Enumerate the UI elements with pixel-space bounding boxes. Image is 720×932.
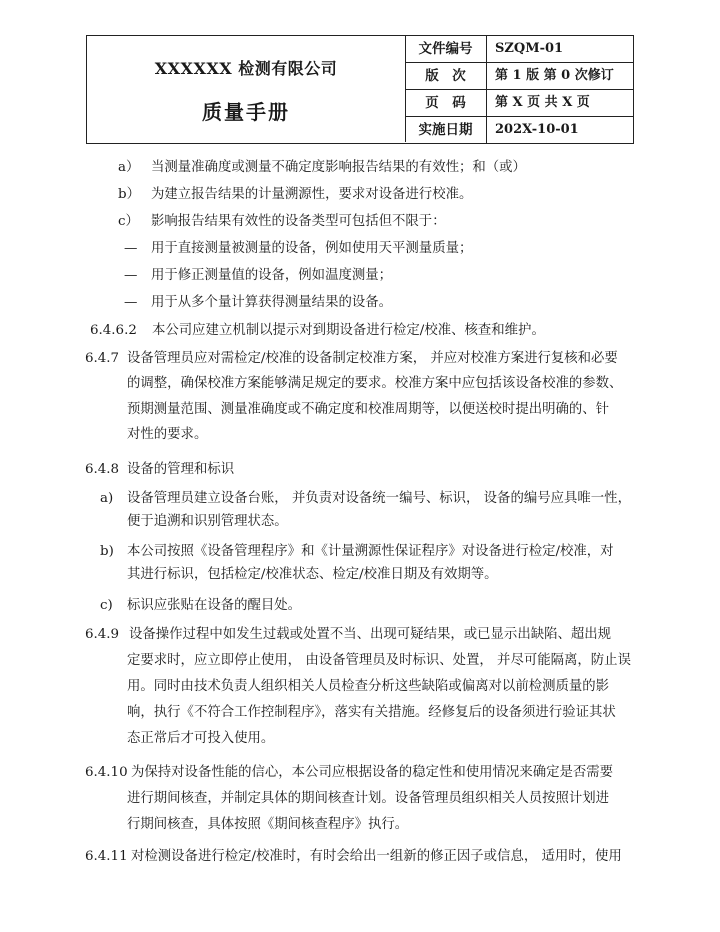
section-649-line-2: 定要求时，应立即停止使用， 由设备管理员及时标识、处置， 并尽可能隔离，防止误 [127, 653, 631, 668]
section-648-c-line-1: 标识应张贴在设备的醒目处。 [127, 598, 302, 613]
section-648-a-line-2: 便于追溯和识别管理状态。 [127, 514, 288, 529]
company-name: XXXXXX 检测有限公司 [154, 59, 338, 78]
section-6411-number: 6.4.11 [85, 849, 128, 864]
list-item-a-text: 当测量准确度或测量不确定度影响报告结果的有效性；和（或） [151, 160, 526, 175]
section-649-line-5: 态正常后才可投入使用。 [127, 731, 275, 746]
dash-item-1-marker: — [124, 241, 138, 256]
document-header-table [86, 35, 634, 144]
effective-date-value: 202X-10-01 [495, 122, 579, 137]
list-item-c-marker: c） [118, 214, 139, 229]
section-6410-number: 6.4.10 [85, 765, 128, 780]
section-647-number: 6.4.7 [85, 351, 120, 366]
section-648-title: 设备的管理和标识 [127, 462, 235, 477]
page-label: 页 码 [405, 90, 487, 116]
section-648-a-marker: a) [100, 491, 114, 506]
section-648-b-marker: b) [100, 544, 114, 559]
section-647-line-2: 的调整，确保校准方案能够满足规定的要求。校准方案中应包括该设备校准的参数、 [127, 376, 623, 391]
edition-value: 第 1 版 第 0 次修订 [495, 68, 614, 83]
section-648-b-line-1: 本公司按照《设备管理程序》和《计量溯源性保证程序》对设备进行检定/校准，对 [127, 544, 614, 559]
page-value: 第 X 页 共 X 页 [495, 95, 590, 110]
section-647-line-3: 预期测量范围、测量准确度或不确定度和校准周期等，以便送校时提出明确的、针 [127, 402, 610, 417]
dash-item-3-text: 用于从多个量计算获得测量结果的设备。 [151, 295, 393, 310]
list-item-b-marker: b） [118, 187, 140, 202]
section-648-number: 6.4.8 [85, 462, 120, 477]
header-row-effective-date [405, 116, 633, 143]
section-649-line-4: 响，执行《不符合工作控制程序》，落实有关措施。经修复后的设备须进行验证其状 [127, 705, 616, 720]
dash-item-3-marker: — [124, 295, 138, 310]
file-number-value: SZQM-01 [495, 41, 564, 56]
section-6410-line-3: 行期间核查，具体按照《期间核查程序》执行。 [127, 817, 409, 832]
header-title-cell [87, 36, 406, 142]
header-row-edition [405, 62, 633, 89]
dash-item-1-text: 用于直接测量被测量的设备，例如使用天平测量质量； [151, 241, 473, 256]
section-6462-number: 6.4.6.2 [90, 323, 137, 338]
effective-date-label: 实施日期 [405, 117, 487, 143]
section-6462-text: 本公司应建立机制以提示对到期设备进行检定/校准、核查和维护。 [152, 323, 545, 338]
edition-label: 版 次 [405, 63, 487, 89]
dash-item-2-text: 用于修正测量值的设备，例如温度测量； [151, 268, 393, 283]
section-6410-line-1: 为保持对设备性能的信心，本公司应根据设备的稳定性和使用情况来确定是否需要 [131, 765, 614, 780]
section-649-line-3: 用。同时由技术负责人组织相关人员检查分析这些缺陷或偏离对以前检测质量的影 [127, 679, 610, 694]
section-649-number: 6.4.9 [85, 627, 120, 642]
list-item-a-marker: a） [118, 160, 140, 175]
header-row-page [405, 89, 633, 116]
manual-title: 质量手册 [202, 100, 290, 124]
dash-item-2-marker: — [124, 268, 138, 283]
section-6410-line-2: 进行期间核查，并制定具体的期间核查计划。设备管理员组织相关人员按照计划进 [127, 791, 610, 806]
section-648-a-line-1: 设备管理员建立设备台账， 并负责对设备统一编号、标识， 设备的编号应具唯一性， [127, 491, 631, 506]
list-item-b-text: 为建立报告结果的计量溯源性，要求对设备进行校准。 [151, 187, 473, 202]
section-647-line-1: 设备管理员应对需检定/校准的设备制定校准方案， 并应对校准方案进行复核和必要 [127, 351, 618, 366]
section-647-line-4: 对性的要求。 [127, 427, 208, 442]
file-number-label: 文件编号 [405, 36, 487, 62]
section-6411-line-1: 对检测设备进行检定/校准时，有时会给出一组新的修正因子或信息， 适用时，使用 [131, 849, 622, 864]
section-648-c-marker: c) [100, 598, 113, 613]
section-648-b-line-2: 其进行标识，包括检定/校准状态、检定/校准日期及有效期等。 [127, 567, 498, 582]
list-item-c-text: 影响报告结果有效性的设备类型可包括但不限于： [151, 214, 446, 229]
section-649-line-1: 设备操作过程中如发生过载或处置不当、出现可疑结果，或已显示出缺陷、超出规 [129, 627, 612, 642]
header-row-file-number [405, 36, 633, 62]
